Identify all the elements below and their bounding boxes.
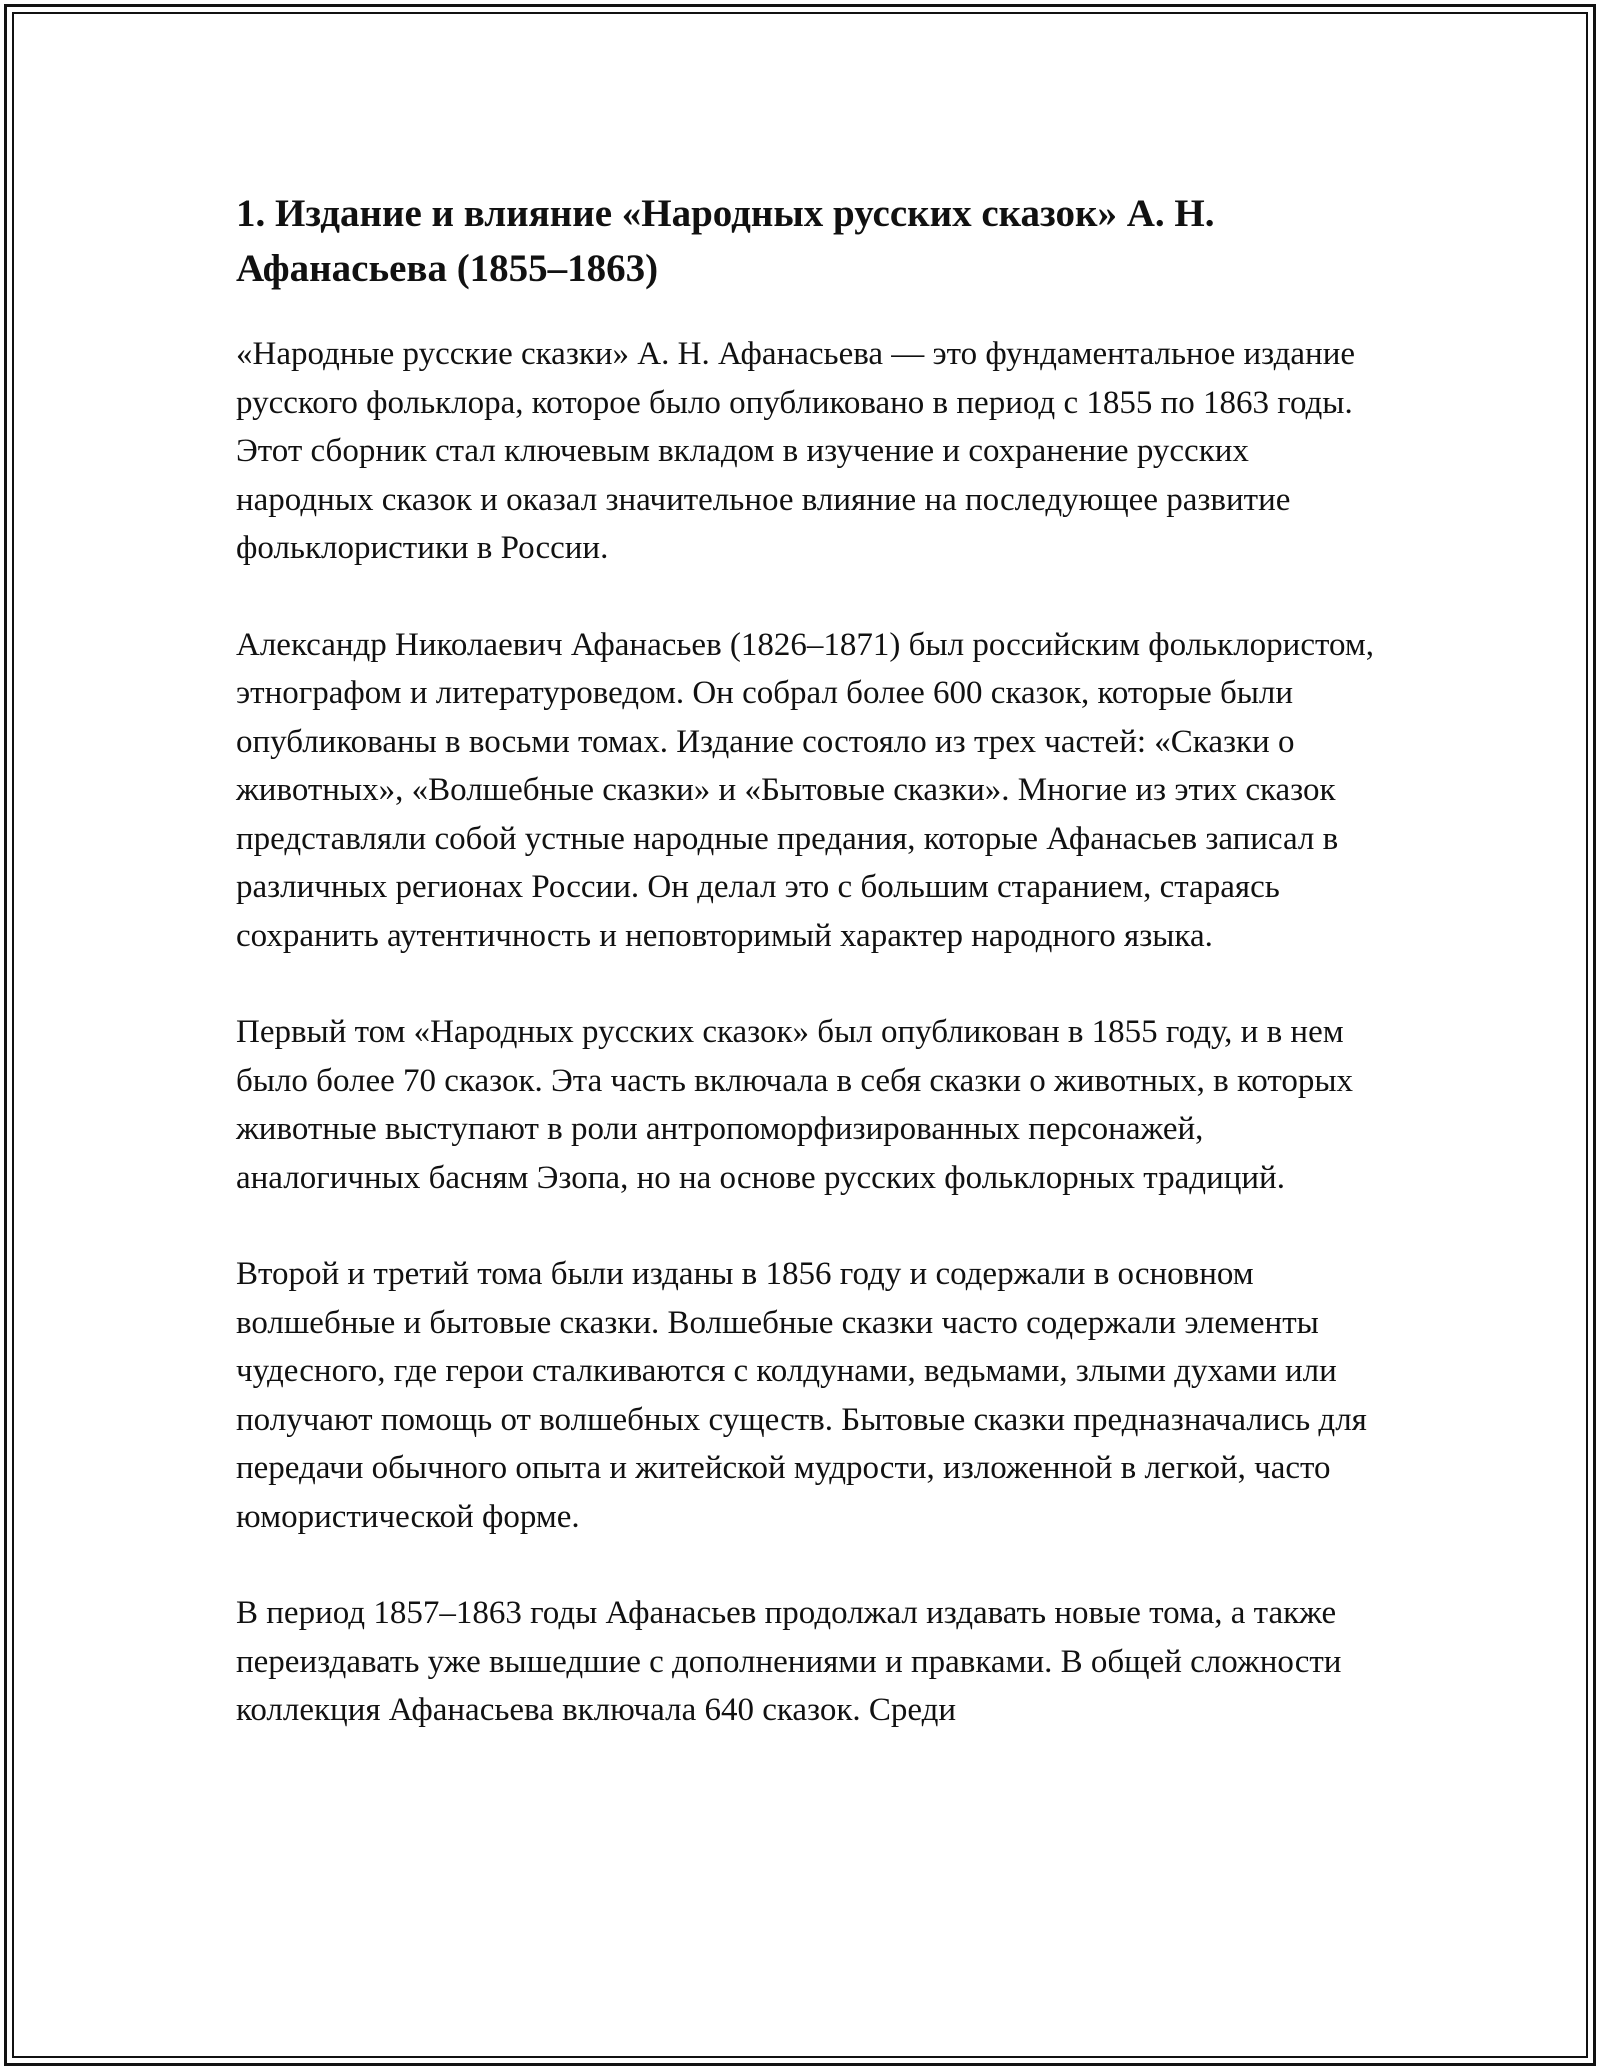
paragraph-4: Второй и третий тома были изданы в 1856 году и содержали в основном волшебные и бытовые сказки. Волшебные сказки часто содержали элементы чудесного, где герои сталкиваются с колдунами, ведьмами, злыми духами или получают помощь от волшебных существ. Бытовые сказки предназначались для передачи обычного опыта и житейской мудрости, изложенной в легкой, часто юмористической форме. xyxy=(236,1256,1367,1535)
document-body xyxy=(236,186,1376,1783)
paragraph-5: В период 1857–1863 годы Афанасьев продолжал издавать новые тома, а также переиздавать уже вышедшие с дополнениями и правками. В общей сложности коллекция Афанасьева включала 640 сказок. Среди xyxy=(236,1595,1342,1728)
paragraph-3: Первый том «Народных русских сказок» был опубликован в 1855 году, и в нем было более 70 сказок. Эта часть включала в себя сказки о животных, в которых животные выступают в роли антропоморфизированных персонажей, аналогичных басням Эзопа, но на основе русских фольклорных традиций. xyxy=(236,1014,1354,1196)
section-heading: 1. Издание и влияние «Народных русских сказок» А. Н. Афанасьева (1855–1863) xyxy=(236,192,1215,290)
paragraph-2: Александр Николаевич Афанасьев (1826–1871) был российским фольклористом, этнографом и литературоведом. Он собрал более 600 сказок, которые были опубликованы в восьми томах. Издание состояло из трех частей: «Сказки о животных», «Волшебные сказки» и «Бытовые сказки». Многие из этих сказок представляли собой устные народные предания, которые Афанасьев записал в различных регионах России. Он делал это с большим старанием, стараясь сохранить аутентичность и неповторимый характер народного языка. xyxy=(236,626,1374,954)
paragraph-1: «Народные русские сказки» А. Н. Афанасьева — это фундаментальное издание русского фольклора, которое было опубликовано в период с 1855 по 1863 годы. Этот сборник стал ключевым вкладом в изучение и сохранение русских народных сказок и оказал значительное влияние на последующее развитие фольклористики в России. xyxy=(236,336,1356,566)
